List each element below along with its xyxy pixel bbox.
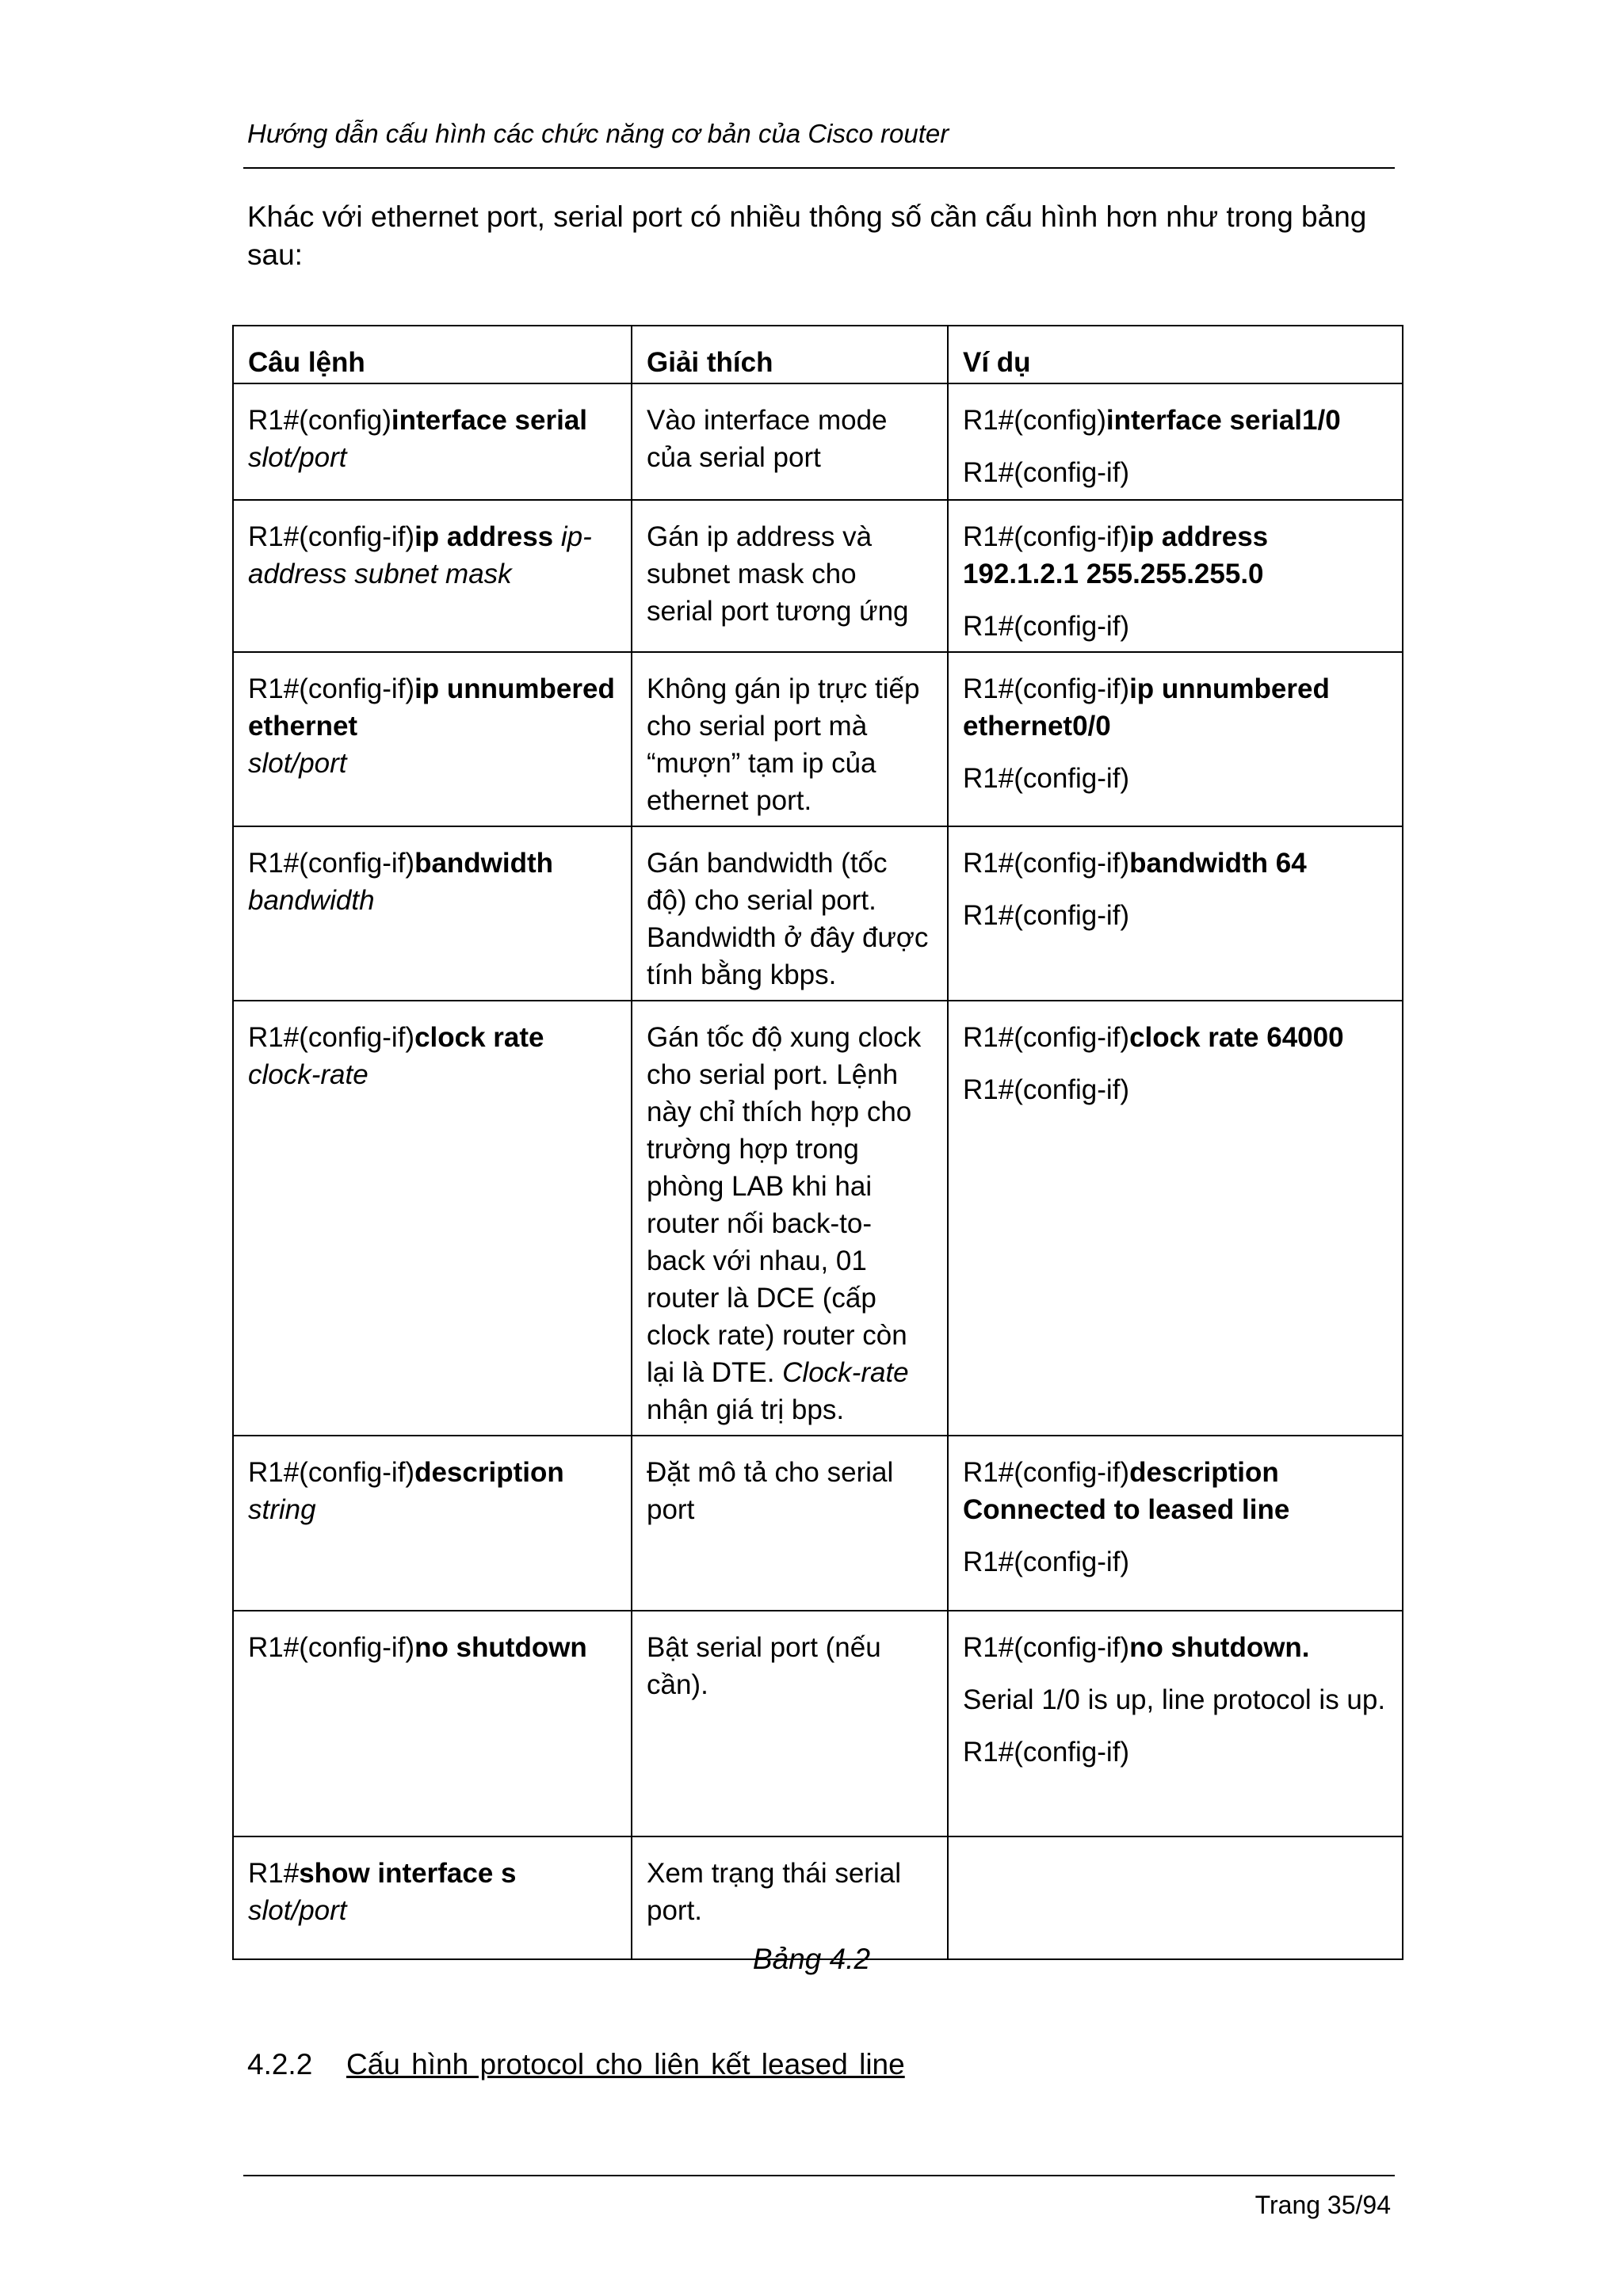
command-cell: R1#(config-if)no shutdown bbox=[233, 1611, 632, 1836]
footer-rule bbox=[243, 2175, 1395, 2176]
section-heading bbox=[247, 2048, 905, 2081]
table-header-row bbox=[233, 326, 1403, 383]
table-row bbox=[233, 500, 1403, 652]
command-cell: R1#(config-if)description string bbox=[233, 1436, 632, 1611]
intro-paragraph: Khác với ethernet port, serial port có nhiều thông số cần cấu hình hơn như trong bảng sau: bbox=[247, 200, 1367, 271]
table-row bbox=[233, 826, 1403, 1001]
table-row bbox=[233, 383, 1403, 500]
table-row bbox=[233, 652, 1403, 826]
example-cell bbox=[948, 1836, 1403, 1959]
example-cell: R1#(config)interface serial1/0 R1#(config-if) bbox=[948, 383, 1403, 500]
explanation-cell: Bật serial port (nếu cần). bbox=[632, 1611, 948, 1836]
explanation-cell: Gán ip address và subnet mask cho serial port tương ứng bbox=[632, 500, 948, 652]
table-row bbox=[233, 1611, 1403, 1836]
command-cell: R1#show interface s slot/port bbox=[233, 1836, 632, 1959]
explanation-cell: Không gán ip trực tiếp cho serial port mà “mượn” tạm ip của ethernet port. bbox=[632, 652, 948, 826]
explanation-cell: Gán bandwidth (tốc độ) cho serial port. Bandwidth ở đây được tính bằng kbps. bbox=[632, 826, 948, 1001]
example-cell: R1#(config-if)description Connected to leased line R1#(config-if) bbox=[948, 1436, 1403, 1611]
example-cell: R1#(config-if)clock rate 64000 R1#(config-if) bbox=[948, 1001, 1403, 1436]
section-title: Cấu hình protocol cho liên kết leased line bbox=[346, 2048, 905, 2081]
table-row bbox=[233, 1001, 1403, 1436]
example-cell: R1#(config-if)ip address 192.1.2.1 255.255.255.0 R1#(config-if) bbox=[948, 500, 1403, 652]
table-row bbox=[233, 1836, 1403, 1959]
command-cell: R1#(config-if)ip address ip-address subnet mask bbox=[233, 500, 632, 652]
explanation-cell: Đặt mô tả cho serial port bbox=[632, 1436, 948, 1611]
page-header: Hướng dẫn cấu hình các chức năng cơ bản của Cisco router bbox=[247, 119, 949, 148]
explanation-cell: Xem trạng thái serial port. bbox=[632, 1836, 948, 1959]
header-explanation: Giải thích bbox=[632, 326, 948, 383]
explanation-cell: Gán tốc độ xung clock cho serial port. Lệnh này chỉ thích hợp cho trường hợp trong phòng LAB khi hai router nối back-to- back với nhau, 01 router là DCE (cấp clock rate) router còn lại là DTE. Clock-rate nhận giá trị bps. bbox=[632, 1001, 948, 1436]
table-row bbox=[233, 1436, 1403, 1611]
table-caption: Bảng 4.2 bbox=[752, 1943, 871, 1975]
explanation-cell: Vào interface mode của serial port bbox=[632, 383, 948, 500]
header-example: Ví dụ bbox=[948, 326, 1403, 383]
command-cell: R1#(config)interface serial slot/port bbox=[233, 383, 632, 500]
page-number: Trang 35/94 bbox=[1254, 2191, 1391, 2219]
command-table bbox=[232, 325, 1403, 1960]
command-cell: R1#(config-if)clock rate clock-rate bbox=[233, 1001, 632, 1436]
example-cell: R1#(config-if)no shutdown. Serial 1/0 is up, line protocol is up. R1#(config-if) bbox=[948, 1611, 1403, 1836]
example-cell: R1#(config-if)bandwidth 64 R1#(config-if) bbox=[948, 826, 1403, 1001]
header-command: Câu lệnh bbox=[233, 326, 632, 383]
section-number: 4.2.2 bbox=[247, 2048, 313, 2081]
command-cell: R1#(config-if)ip unnumbered ethernet slot/port bbox=[233, 652, 632, 826]
example-cell: R1#(config-if)ip unnumbered ethernet0/0 R1#(config-if) bbox=[948, 652, 1403, 826]
header-rule bbox=[243, 167, 1395, 169]
command-cell: R1#(config-if)bandwidth bandwidth bbox=[233, 826, 632, 1001]
